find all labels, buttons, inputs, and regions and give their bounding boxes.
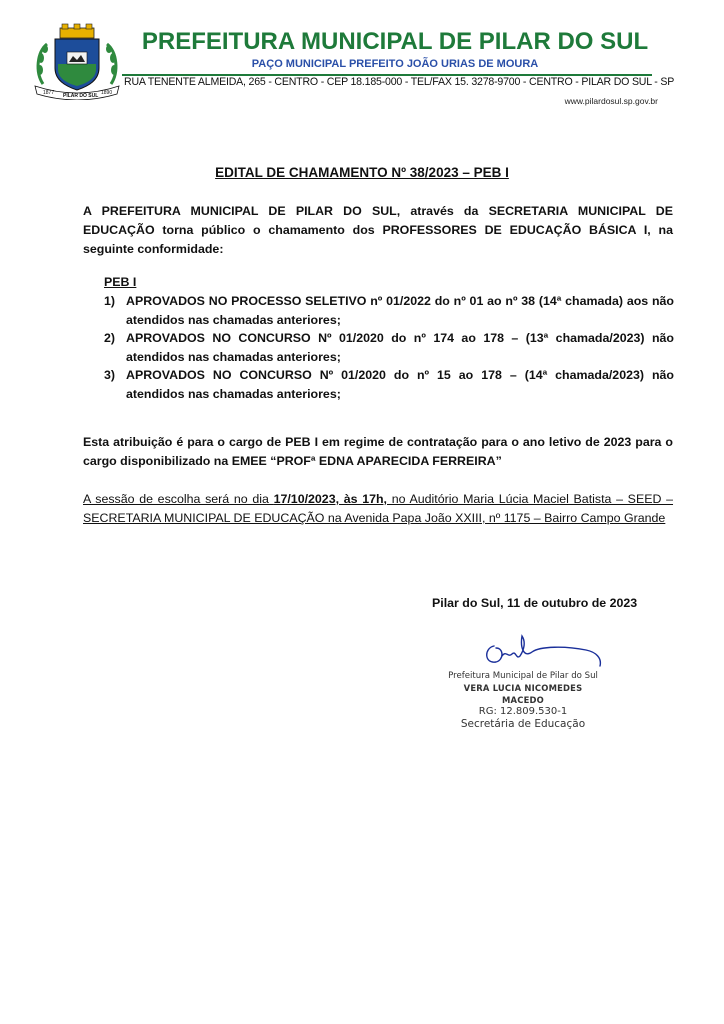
session-prefix: A sessão de escolha será no dia [83,492,274,506]
list-item-number: 1) [104,294,116,308]
session-location: no Auditório Maria Lúcia Maciel Batista – SEED – SECRETARIA MUNICIPAL DE EDUCAÇÃO na Avenida Papa João XXIII, nº 1175 – Bairro Campo Grande [83,492,674,525]
document-title: EDITAL DE CHAMAMENTO Nº 38/2023 – PEB I [215,165,509,180]
stamp-institution: Prefeitura Municipal de Pilar do Sul [448,671,598,681]
list-item-text: APROVADOS NO CONCURSO Nº 01/2020 do nº 15 ao 178 – (14ª chamada/2023) não atendidos nas chamadas anteriores; [126,368,674,401]
section-heading: PEB I [104,275,137,289]
session-datetime: 17/10/2023, às 17h, [273,492,387,506]
list-item [104,366,674,403]
stamp-name: VERA LUCIA NICOMEDES MACEDO [463,683,583,705]
svg-text:1890: 1890 [101,90,113,96]
intro-paragraph: A PREFEITURA MUNICIPAL DE PILAR DO SUL, através da SECRETARIA MUNICIPAL DE EDUCAÇÃO torna público o chamamento dos PROFESSORES DE EDUCAÇÃO BÁSICA I, na seguinte conformidade: [83,204,673,256]
list-item-text: APROVADOS NO CONCURSO Nº 01/2020 do nº 174 ao 178 – (13ª chamada/2023) não atendidos nas chamadas anteriores; [126,331,674,364]
call-list [104,292,674,403]
session-paragraph [83,490,673,528]
coat-of-arms-icon [33,22,121,100]
header-website: www.pilardosul.sp.gov.br [564,96,658,106]
list-item [104,292,674,329]
list-item-text: APROVADOS NO PROCESSO SELETIVO nº 01/2022 do nº 01 ao nº 38 (14ª chamada) aos não atendidos nas chamadas anteriores; [126,294,674,327]
signatory-stamp [448,670,598,730]
svg-text:1877: 1877 [43,90,55,96]
header-address: RUA TENENTE ALMEIDA, 265 - CENTRO - CEP 18.185-000 - TEL/FAX 15. 3278-9700 - CENTRO - PILAR DO SUL - SP [124,76,675,88]
header-title: PREFEITURA MUNICIPAL DE PILAR DO SUL [141,28,649,55]
stamp-role: Secretária de Educação [460,718,586,730]
list-item [104,329,674,366]
signature [476,626,606,674]
stamp-rg: RG: 12.809.530-1 [478,706,568,717]
list-item-number: 2) [104,331,116,345]
attribution-paragraph: Esta atribuição é para o cargo de PEB I em regime de contratação para o ano letivo de 2023 para o cargo disponibilizado na EMEE “PROFª EDNA APARECIDA FERREIRA” [83,435,673,468]
header-subtitle: PAÇO MUNICIPAL PREFEITO JOÃO URIAS DE MOURA [251,58,539,70]
list-item-number: 3) [104,368,116,382]
place-and-date: Pilar do Sul, 11 de outubro de 2023 [432,596,638,610]
svg-text:PILAR DO SUL: PILAR DO SUL [63,93,99,99]
